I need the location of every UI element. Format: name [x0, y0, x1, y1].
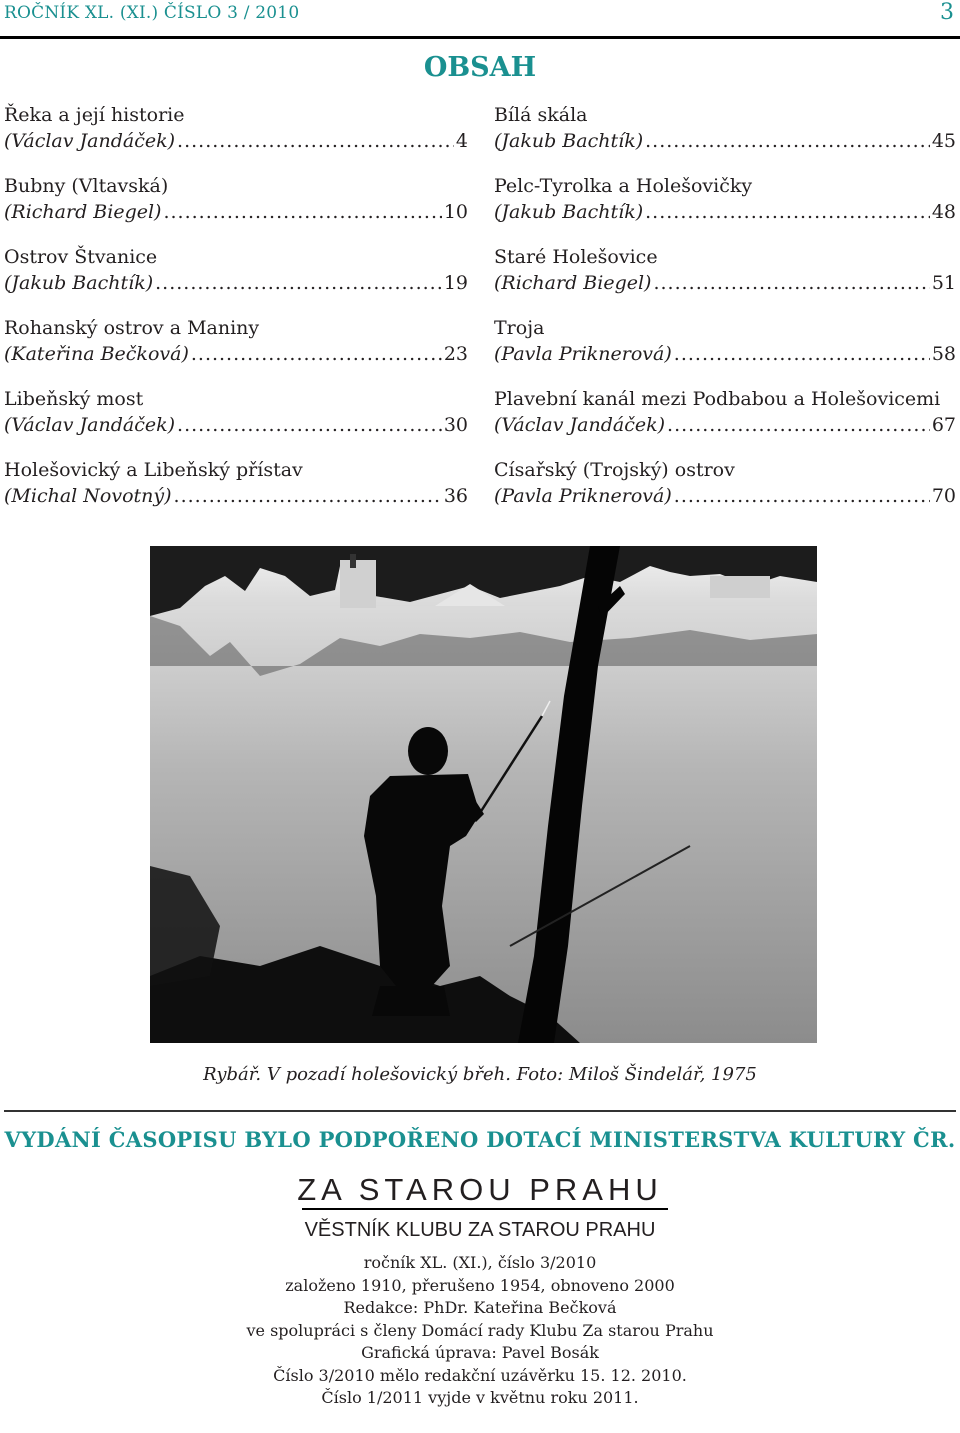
toc-leader — [177, 412, 442, 438]
section-rule — [4, 1110, 956, 1112]
toc-leader — [667, 412, 930, 438]
toc-entry-author: (Michal Novotný) — [4, 485, 172, 507]
toc-entry-page: 23 — [443, 343, 468, 365]
toc-entry[interactable] — [4, 102, 468, 173]
toc-leader — [163, 199, 441, 225]
fisherman-photo — [150, 546, 817, 1043]
toc-entry-page: 30 — [443, 414, 468, 436]
support-note: VYDÁNÍ ČASOPISU BYLO PODPOŘENO DOTACÍ MINISTERSTVA KULTURY ČR. — [4, 1127, 956, 1152]
journal-name-rule — [302, 1208, 668, 1210]
toc-entry-author: (Václav Jandáček) — [494, 414, 666, 436]
toc-left-column — [4, 102, 468, 528]
toc-entry[interactable] — [494, 173, 956, 244]
toc-entry[interactable] — [4, 457, 468, 528]
toc-entry-title: Ostrov Štvanice — [4, 246, 158, 268]
page-number: 3 — [940, 0, 954, 25]
toc-right-column — [494, 102, 956, 528]
colophon-line: založeno 1910, přerušeno 1954, obnoveno 2000 — [285, 1275, 675, 1295]
colophon-line: Číslo 1/2011 vyjde v květnu roku 2011. — [321, 1388, 639, 1407]
toc-entry-title: Bubny (Vltavská) — [4, 175, 169, 197]
toc-entry-page: 58 — [931, 343, 956, 365]
toc-entry-author: (Jakub Bachtík) — [494, 130, 644, 152]
toc-entry-author: (Jakub Bachtík) — [4, 272, 154, 294]
toc-heading: OBSAH — [423, 52, 537, 83]
toc-leader — [177, 128, 454, 154]
colophon-line: ve spolupráci s členy Domácí rady Klubu Za starou Prahu — [246, 1320, 714, 1340]
toc-entry-page: 4 — [455, 130, 468, 152]
photo-illustration — [150, 546, 817, 1043]
toc-entry[interactable] — [494, 386, 956, 457]
toc-entry[interactable] — [4, 386, 468, 457]
toc-entry[interactable] — [4, 244, 468, 315]
toc-leader — [653, 270, 929, 296]
colophon-line: Číslo 3/2010 mělo redakční uzávěrku 15. 12. 2010. — [273, 1365, 687, 1385]
toc-entry[interactable] — [4, 315, 468, 386]
toc-entry-title: Rohanský ostrov a Maniny — [4, 317, 260, 339]
toc-entry-author: (Jakub Bachtík) — [494, 201, 644, 223]
toc-entry-author: (Richard Biegel) — [4, 201, 162, 223]
toc-entry-title: Císařský (Trojský) ostrov — [494, 459, 735, 481]
toc-entry[interactable] — [494, 244, 956, 315]
toc-entry-author: (Richard Biegel) — [494, 272, 652, 294]
toc-entry[interactable] — [494, 102, 956, 173]
toc-entry-author: (Václav Jandáček) — [4, 414, 176, 436]
toc-entry-page: 45 — [931, 130, 956, 152]
toc-entry-title: Plavební kanál mezi Podbabou a Holešovicemi — [494, 388, 941, 410]
toc-entry-title: Holešovický a Libeňský přístav — [4, 459, 303, 481]
toc-entry-title: Troja — [494, 317, 545, 339]
toc-entry-page: 70 — [931, 485, 956, 507]
toc-leader — [645, 128, 930, 154]
toc-entry-author: (Pavla Priknerová) — [494, 485, 672, 507]
journal-name: ZA STAROU PRAHU — [297, 1172, 663, 1207]
toc-leader — [155, 270, 442, 296]
toc-entry-page: 48 — [931, 201, 956, 223]
toc-entry-title: Libeňský most — [4, 388, 144, 410]
toc-entry-title: Řeka a její historie — [4, 104, 185, 126]
header-rule — [0, 36, 960, 39]
toc-leader — [674, 483, 930, 509]
toc-entry-page: 19 — [443, 272, 468, 294]
toc-entry[interactable] — [494, 315, 956, 386]
toc-entry-page: 67 — [931, 414, 956, 436]
toc-entry-author: (Kateřina Bečková) — [4, 343, 189, 365]
toc-entry-page: 51 — [931, 272, 956, 294]
colophon-line: Redakce: PhDr. Kateřina Bečková — [343, 1298, 617, 1317]
colophon-line: ročník XL. (XI.), číslo 3/2010 — [363, 1253, 597, 1272]
toc-leader — [191, 341, 442, 367]
toc-entry[interactable] — [4, 173, 468, 244]
toc-entry-title: Pelc-Tyrolka a Holešovičky — [494, 175, 753, 197]
toc-leader — [674, 341, 930, 367]
colophon — [0, 1252, 960, 1410]
issue-header: ROČNÍK XL. (XI.) ČÍSLO 3 / 2010 — [4, 3, 300, 23]
toc-entry[interactable] — [494, 457, 956, 528]
toc-leader — [174, 483, 442, 509]
toc-entry-title: Staré Holešovice — [494, 246, 658, 268]
toc-entry-page: 10 — [443, 201, 468, 223]
colophon-line: Grafická úprava: Pavel Bosák — [361, 1343, 599, 1362]
toc-leader — [645, 199, 930, 225]
toc-entry-page: 36 — [443, 485, 468, 507]
journal-subtitle: VĚSTNÍK KLUBU ZA STAROU PRAHU — [304, 1219, 656, 1241]
toc-entry-title: Bílá skála — [494, 104, 588, 126]
photo-caption: Rybář. V pozadí holešovický břeh. Foto: Miloš Šindelář, 1975 — [203, 1064, 757, 1085]
toc-entry-author: (Václav Jandáček) — [4, 130, 176, 152]
toc-entry-author: (Pavla Priknerová) — [494, 343, 672, 365]
